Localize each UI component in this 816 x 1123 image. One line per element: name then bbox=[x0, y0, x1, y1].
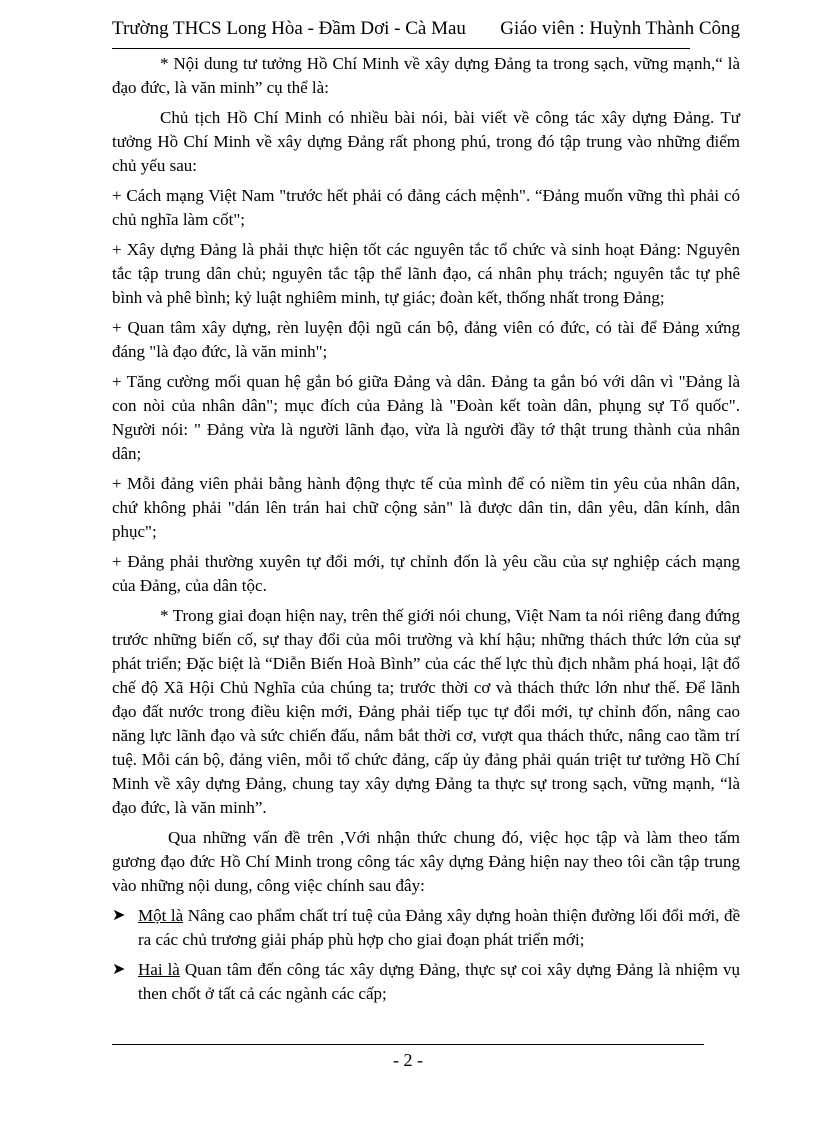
bullet-text: Quan tâm đến công tác xây dựng Đảng, thực sự coi xây dựng Đảng là nhiệm vụ then chốt ở tất cả các ngành các cấp; bbox=[138, 960, 740, 1003]
list-item: + Tăng cường mối quan hệ gắn bó giữa Đảng và dân. Đảng ta gắn bó với dân vì "Đảng là con nòi của nhân dân"; mục đích của Đảng là "Đoàn kết toàn dân, phụng sự Tổ quốc". Người nói: " Đảng vừa là người lãnh đạo, vừa là người đầy tớ thật trung thành của nhân dân; bbox=[112, 372, 740, 463]
paragraph-overview: Chủ tịch Hồ Chí Minh có nhiều bài nói, bài viết về công tác xây dựng Đảng. Tư tưởng Hồ Chí Minh về xây dựng Đảng rất phong phú, trong đó tập trung vào những điểm chủ yếu sau: bbox=[112, 108, 740, 175]
arrow-bullet-icon: ➤ bbox=[112, 907, 126, 924]
page-number: - 2 - bbox=[393, 1050, 423, 1070]
list-item: + Mỗi đảng viên phải bằng hành động thực tế của mình để có niềm tin yêu của nhân dân, chứ không phải "dán lên trán hai chữ cộng sản" là được dân tin, dân yêu, dân kính, dân phục"; bbox=[112, 474, 740, 541]
bullet-lead: Hai là bbox=[138, 960, 180, 979]
teacher-name: Giáo viên : Huỳnh Thành Công bbox=[500, 18, 740, 39]
paragraph-current-period: * Trong giai đoạn hiện nay, trên thế giới nói chung, Việt Nam ta nói riêng đang đứng trước những biến cố, sự thay đổi của môi trường và khí hậu; những thách thức lớn của sự phát triển; Đặc biệt là “Diễn Biến Hoà Bình” của các thế lực thù địch nhằm phá hoại, lật đổ chế độ Xã Hội Chủ Nghĩa của chúng ta; trước thời cơ và thách thức lớn như thế. Để lãnh đạo đất nước trong điều kiện mới, Đảng phải tiếp tục tự đổi mới, tự chỉnh đốn, nâng cao năng lực lãnh đạo và sức chiến đấu, nắm bắt thời cơ, vượt qua thách thức, nâng cao tầm trí tuệ. Mỗi cán bộ, đảng viên, mỗi tổ chức đảng, cấp ủy đảng phải quán triệt tư tưởng Hồ Chí Minh về xây dựng Đảng, chung tay xây dựng Đảng ta thực sự trong sạch, vững mạnh, “là đạo đức, là văn minh”. bbox=[112, 606, 740, 817]
paragraph-intro: * Nội dung tư tưởng Hồ Chí Minh về xây dựng Đảng ta trong sạch, vững mạnh,“ là đạo đức, là văn minh” cụ thể là: bbox=[112, 54, 740, 97]
document-body bbox=[112, 52, 740, 1012]
bullet-item bbox=[112, 904, 740, 952]
page-header bbox=[112, 12, 740, 42]
school-name: Trường THCS Long Hòa - Đầm Dơi - Cà Mau bbox=[112, 18, 466, 39]
list-item: + Cách mạng Việt Nam "trước hết phải có đảng cách mệnh". “Đảng muốn vững thì phải có chủ nghĩa làm cốt"; bbox=[112, 186, 740, 229]
arrow-bullet-icon: ➤ bbox=[112, 961, 126, 978]
list-item: + Đảng phải thường xuyên tự đổi mới, tự chỉnh đốn là yêu cầu của sự nghiệp cách mạng của Đảng, của dân tộc. bbox=[112, 552, 740, 595]
list-item: + Quan tâm xây dựng, rèn luyện đội ngũ cán bộ, đảng viên có đức, có tài để Đảng xứng đáng "là đạo đức, là văn minh"; bbox=[112, 318, 740, 361]
bullet-lead: Một là bbox=[138, 906, 184, 925]
bullet-text: Nâng cao phẩm chất trí tuệ của Đảng xây dựng hoàn thiện đường lối đổi mới, đề ra các chủ trương giải pháp phù hợp cho giai đoạn phát triển mới; bbox=[138, 906, 741, 949]
footer-divider bbox=[112, 1044, 704, 1045]
bullet-item bbox=[112, 958, 740, 1006]
paragraph-conclusion: Qua những vấn đề trên ,Với nhận thức chung đó, việc học tập và làm theo tấm gương đạo đức Hồ Chí Minh trong công tác xây dựng Đảng hiện nay theo tôi cần tập trung vào những nội dung, công việc chính sau đây: bbox=[112, 828, 740, 895]
header-divider bbox=[112, 48, 690, 49]
list-item: + Xây dựng Đảng là phải thực hiện tốt các nguyên tắc tổ chức và sinh hoạt Đảng: Nguyên tắc tập trung dân chủ; nguyên tắc tập thể lãnh đạo, cá nhân phụ trách; nguyên tắc tự phê bình và phê bình; kỷ luật nghiêm minh, tự giác; đoàn kết, thống nhất trong Đảng; bbox=[112, 240, 740, 307]
